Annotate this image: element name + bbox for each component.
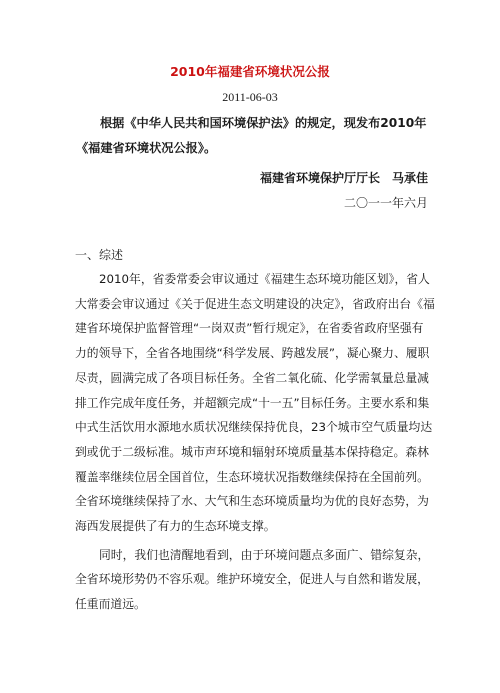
signatory: 福建省环境保护厅厅长 马承佳 — [259, 171, 428, 185]
intro-paragraph: 根据《中华人民共和国环境保护法》的规定，现发布2010年《福建省环境状况公报》。 — [76, 116, 427, 155]
section-heading: 一、综述 — [75, 248, 124, 262]
paragraph-1: 2010年，省委常委会审议通过《福建生态环境功能区划》，省人大常委会审议通过《关于促进生态文明建设的决定》，省政府出台《福建省环境保护监督管理“一岗双责”暂行规定》，在省委省政府坚强有力的领导下，全省各地围绕“科学发展、跨越发展”，凝心聚力、履职尽责，圆满完成了各项目标任务。全省二氧化硫、化学需氧量总量减排工作完成年度任务，并超额完成“十一五”目标任务。主要水系和集中式生活饮用水源地水质状况继续保持优良，23个城市空气质量均达到或优于二级标准。城市声环境和辐射环境质量基本保持稳定。森林覆盖率继续位居全国首位，生态环境状况指数继续保持在全国前列。全省环境继续保持了水、大气和生态环境质量均为优的良好态势，为海西发展提供了有力的生态环境支撑。 — [75, 272, 435, 534]
body-text — [75, 267, 435, 617]
signature-date: 二〇一一年六月 — [343, 196, 428, 210]
document-title: 2010年福建省环境状况公报 — [170, 64, 330, 79]
paragraph-2: 同时，我们也清醒地看到，由于环境问题点多面广、错综复杂，全省环境形势仍不容乐观。维护环境安全，促进人与自然和谐发展，任重而道远。 — [75, 547, 430, 612]
publish-date: 2011-06-03 — [222, 90, 278, 104]
